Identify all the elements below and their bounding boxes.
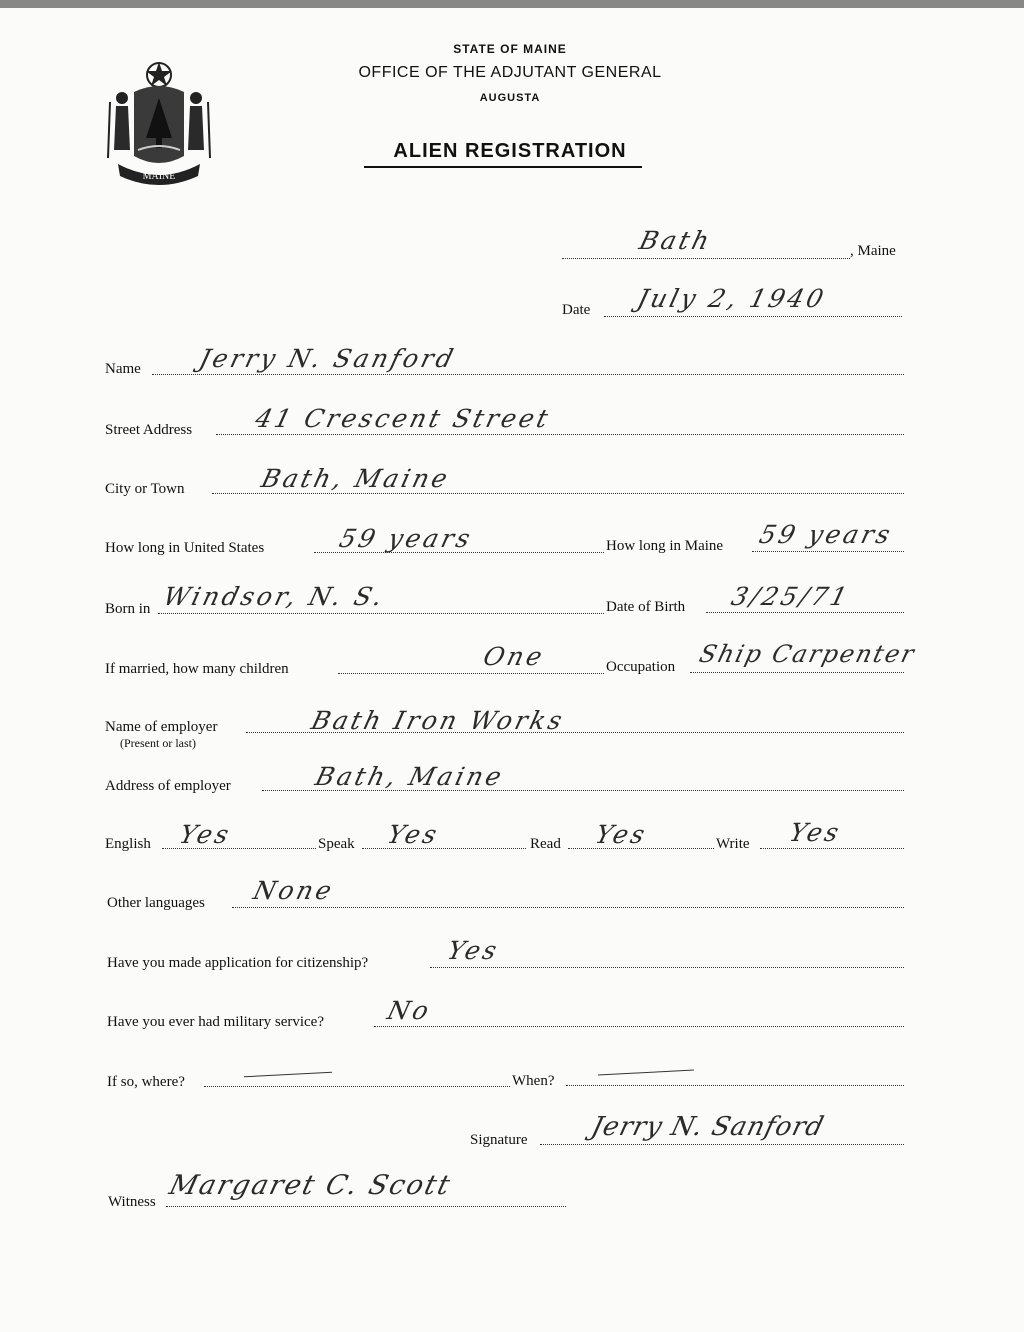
- street-value: 41 Crescent Street: [252, 404, 554, 433]
- where-line: [204, 1086, 510, 1087]
- signature-line: [540, 1144, 904, 1145]
- born-label: Born in: [105, 601, 151, 617]
- children-line: [338, 673, 604, 674]
- name-label: Name: [105, 361, 141, 377]
- employer-value: Bath Iron Works: [308, 706, 568, 735]
- when-line: [566, 1085, 904, 1086]
- street-line: [216, 434, 904, 435]
- emp-addr-value: Bath, Maine: [312, 762, 508, 791]
- name-value: Jerry N. Sanford: [196, 344, 459, 373]
- maine-state-seal-icon: [104, 58, 214, 190]
- seal-banner-text: MAINE: [142, 171, 176, 182]
- write-line: [760, 848, 904, 849]
- children-label: If married, how many children: [105, 661, 289, 677]
- citizenship-line: [430, 967, 904, 968]
- speak-label: Speak: [318, 836, 355, 852]
- header-office: OFFICE OF THE ADJUTANT GENERAL: [358, 64, 662, 81]
- where-label: If so, where?: [107, 1074, 185, 1090]
- speak-value: Yes: [384, 820, 443, 849]
- city-label: City or Town: [105, 481, 185, 497]
- scan-edge: [0, 0, 1024, 8]
- witness-line: [166, 1206, 566, 1207]
- place-value: Bath: [636, 226, 716, 255]
- english-value: Yes: [176, 820, 235, 849]
- form-title: ALIEN REGISTRATION: [393, 140, 627, 162]
- dob-label: Date of Birth: [606, 599, 686, 615]
- when-dash: [598, 1069, 694, 1075]
- employer-sublabel: (Present or last): [120, 736, 196, 750]
- header-city: AUGUSTA: [479, 92, 541, 104]
- military-line: [374, 1026, 904, 1027]
- signature-label: Signature: [470, 1132, 528, 1148]
- other-lang-line: [232, 907, 904, 908]
- place-suffix: , Maine: [850, 243, 896, 259]
- maine-value: 59 years: [756, 520, 896, 549]
- title-underline: [364, 166, 642, 168]
- military-label: Have you ever had military service?: [107, 1014, 324, 1030]
- us-value: 59 years: [336, 524, 476, 553]
- read-label: Read: [530, 836, 561, 852]
- employer-label: Name of employer: [105, 719, 218, 735]
- dob-value: 3/25/71: [728, 582, 853, 611]
- us-label: How long in United States: [105, 540, 265, 556]
- date-line: [604, 316, 902, 317]
- born-value: Windsor, N. S.: [160, 582, 389, 611]
- other-lang-label: Other languages: [107, 895, 205, 911]
- write-value: Yes: [786, 818, 845, 847]
- occupation-value: Ship Carpenter: [696, 640, 919, 668]
- read-value: Yes: [592, 820, 651, 849]
- military-value: No: [384, 996, 435, 1025]
- name-line: [152, 374, 904, 375]
- signature-value: Jerry N. Sanford: [588, 1112, 828, 1142]
- english-label: English: [105, 836, 151, 852]
- street-label: Street Address: [105, 422, 193, 438]
- born-line: [158, 613, 604, 614]
- write-label: Write: [716, 836, 750, 852]
- witness-value: Margaret C. Scott: [166, 1170, 455, 1201]
- witness-label: Witness: [108, 1194, 156, 1210]
- date-value: July 2, 1940: [634, 284, 830, 313]
- citizenship-value: Yes: [444, 936, 503, 965]
- maine-label: How long in Maine: [606, 538, 724, 554]
- header-state: STATE OF MAINE: [453, 42, 567, 56]
- where-dash: [244, 1072, 332, 1078]
- date-label: Date: [562, 302, 591, 318]
- other-lang-value: None: [250, 876, 338, 905]
- emp-addr-label: Address of employer: [105, 778, 231, 794]
- maine-line: [752, 551, 904, 552]
- city-value: Bath, Maine: [258, 464, 454, 493]
- when-label: When?: [512, 1073, 555, 1089]
- occupation-line: [690, 672, 904, 673]
- occupation-label: Occupation: [606, 659, 676, 675]
- citizenship-label: Have you made application for citizenship?: [107, 955, 369, 971]
- place-line: [562, 258, 850, 259]
- dob-line: [706, 612, 904, 613]
- children-value: One: [480, 642, 549, 671]
- city-line: [212, 493, 904, 494]
